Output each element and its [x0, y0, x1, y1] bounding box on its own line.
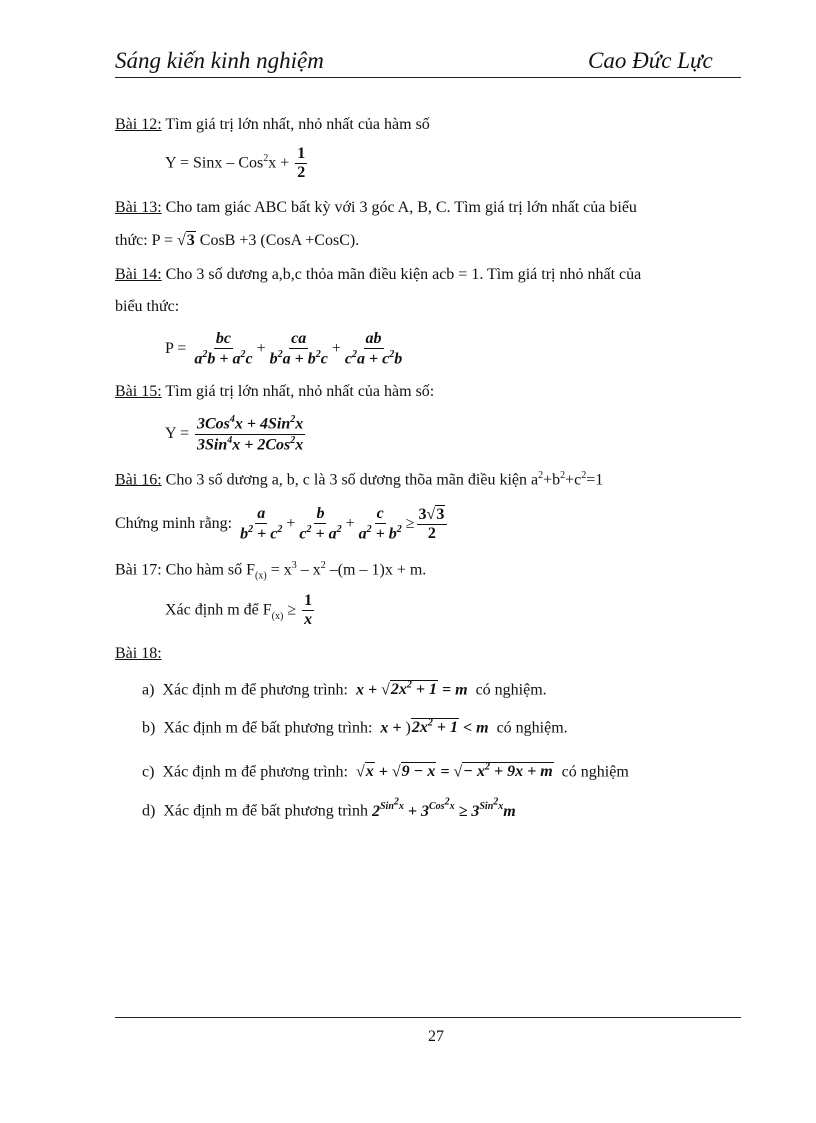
- problem-14-formula: P = $\frac{bc}{a^2b + a^2c}$ + $\frac{ca}{b^2a + b^2c}$ + $\frac{ab}{c^2a + c^2b}$: [165, 330, 403, 368]
- item-label: c): [142, 763, 155, 781]
- problem-18-b: [142, 718, 568, 737]
- fraction: $\frac{1}{x}$: [304, 592, 313, 629]
- problem-14-title: Bài 14:: [115, 266, 162, 283]
- problem-15-formula: [165, 414, 307, 454]
- item-text: Xác định m để phương trình:: [162, 763, 348, 781]
- formula-lhs: P =: [165, 340, 187, 358]
- fraction: $\frac{a}{b^2 + c^2}$: [240, 505, 283, 543]
- problem-12-text: Tìm giá trị lớn nhất, nhỏ nhất của hàm số: [161, 116, 430, 133]
- fraction: $\frac{3√3}{2}$: [417, 506, 448, 544]
- header-left: Sáng kiến kinh nghiệm: [115, 48, 324, 73]
- subscript: (x): [255, 570, 267, 582]
- problem-15: [115, 383, 434, 401]
- prove-label: Chứng minh rằng:: [115, 515, 233, 533]
- footer-rule: [115, 1017, 741, 1018]
- problem-17-text: –(m – 1)x + m.: [325, 561, 427, 579]
- problem-12-formula: Y = Sinx – Cos$^2$x + $\frac{1}{2}$: [165, 145, 306, 182]
- item-text: Xác định m để phương trình:: [162, 681, 348, 699]
- problem-16-text: Cho 3 số dương a, b, c là 3 số dương thõa mãn điều kiện a: [161, 471, 539, 489]
- problem-16-formula: Chứng minh rằng: $\frac{a}{b^2 + c^2}$ + $\frac{b}{c^2 + a^2}$ + $\frac{c}{a^2 + b^2}$ ≥ $\frac{3√3}{2}$: [115, 505, 449, 544]
- math-expression: √x + √9 − x = √− $x^2 + 9x + m$: [355, 762, 553, 781]
- problem-13-line2: [115, 232, 359, 250]
- problem-17-text: Bài 17: Cho hàm số F: [115, 561, 256, 579]
- problem-17-text: – x: [296, 561, 321, 579]
- formula-lhs: Y =: [165, 424, 189, 442]
- problem-16-title: Bài 16:: [115, 471, 162, 489]
- problem-14-line1: [115, 266, 641, 284]
- item-text: có nghiệm.: [475, 681, 547, 699]
- fraction: $\frac{b}{c^2 + a^2}$: [299, 505, 342, 543]
- item-text: có nghiệm: [561, 763, 629, 781]
- item-text: Xác định m để bất phương trình: [163, 802, 368, 820]
- problem-12-title: Bài 12:: [115, 116, 162, 133]
- problem-13-text: Cho tam giác ABC bất kỳ với 3 góc A, B, C. Tìm giá trị lớn nhất của biểu: [161, 199, 637, 216]
- item-label: d): [142, 802, 156, 820]
- item-label: a): [142, 681, 155, 699]
- fraction-one-half: $\frac{1}{2}$: [297, 145, 306, 182]
- problem-17-text: Xác định m để F: [165, 601, 272, 619]
- page-number: 27: [428, 1028, 444, 1045]
- math-expression: $x + )2x^2 + 1 < m$: [380, 718, 489, 737]
- math-expression: $2^{Sin^2x} + 3^{Cos^2x} \ge 3^{Sin^2x}m$: [371, 797, 516, 820]
- fraction: $\frac{ca}{b^2a + b^2c}$: [269, 330, 328, 368]
- geq-sign: ≥: [283, 601, 297, 619]
- item-text: có nghiệm.: [496, 719, 568, 737]
- problem-15-title: Bài 15:: [115, 383, 162, 400]
- problem-17-line2: Xác định m để $F_{(x)}$ ≥ $\frac{1}{x}$: [165, 592, 313, 629]
- fraction: $\frac{c}{a^2 + b^2}$: [358, 505, 402, 543]
- problem-17: Bài 17: Cho hàm số $F_{(x)} = x^3 - x^2$ –(m – 1)x + m.: [115, 560, 427, 582]
- problem-18-title: Bài 18:: [115, 645, 162, 662]
- problem-13-text: CosB +3 (CosA +CosC).: [199, 232, 360, 249]
- formula-part: Y = Sinx – Cos: [165, 154, 264, 172]
- fraction: $\frac{3Cos^4x + 4Sin^2x}{3Sin^4x + 2Cos^2x}$: [196, 414, 304, 454]
- sqrt-3: √3: [177, 232, 195, 249]
- problem-15-text: Tìm giá trị lớn nhất, nhỏ nhất của hàm số:: [161, 383, 435, 400]
- fraction: $\frac{bc}{a^2b + a^2c}$: [194, 330, 253, 368]
- math-expression: $x + √2x^2 + 1 = m$: [355, 680, 468, 699]
- item-text: Xác định m để bất phương trình:: [163, 719, 373, 737]
- fraction: $\frac{ab}{c^2a + c^2b}$: [344, 330, 403, 368]
- header-right: Cao Đức Lực: [588, 48, 713, 73]
- problem-13-text: thức: P =: [115, 232, 177, 249]
- formula-part: x +: [268, 154, 290, 172]
- problem-17-text: = x: [266, 561, 292, 579]
- item-label: b): [142, 719, 156, 737]
- problem-13-title: Bài 13:: [115, 199, 162, 216]
- problem-18-c: [142, 762, 629, 781]
- header-rule: [115, 77, 741, 78]
- problem-18-a: [142, 680, 547, 699]
- problem-16-cond: =1: [586, 471, 604, 489]
- problem-13-line1: [115, 199, 637, 217]
- problem-16: Bài 16: Cho 3 số dương a, b, c là 3 số dương thõa mãn điều kiện $a^2+b^2+c^2=1$: [115, 470, 604, 489]
- problem-14-line2: biểu thức:: [115, 298, 180, 315]
- problem-14-text: Cho 3 số dương a,b,c thỏa mãn điều kiện acb = 1. Tìm giá trị nhỏ nhất của: [161, 266, 642, 283]
- problem-18-d: [142, 797, 516, 821]
- problem-12: [115, 116, 430, 134]
